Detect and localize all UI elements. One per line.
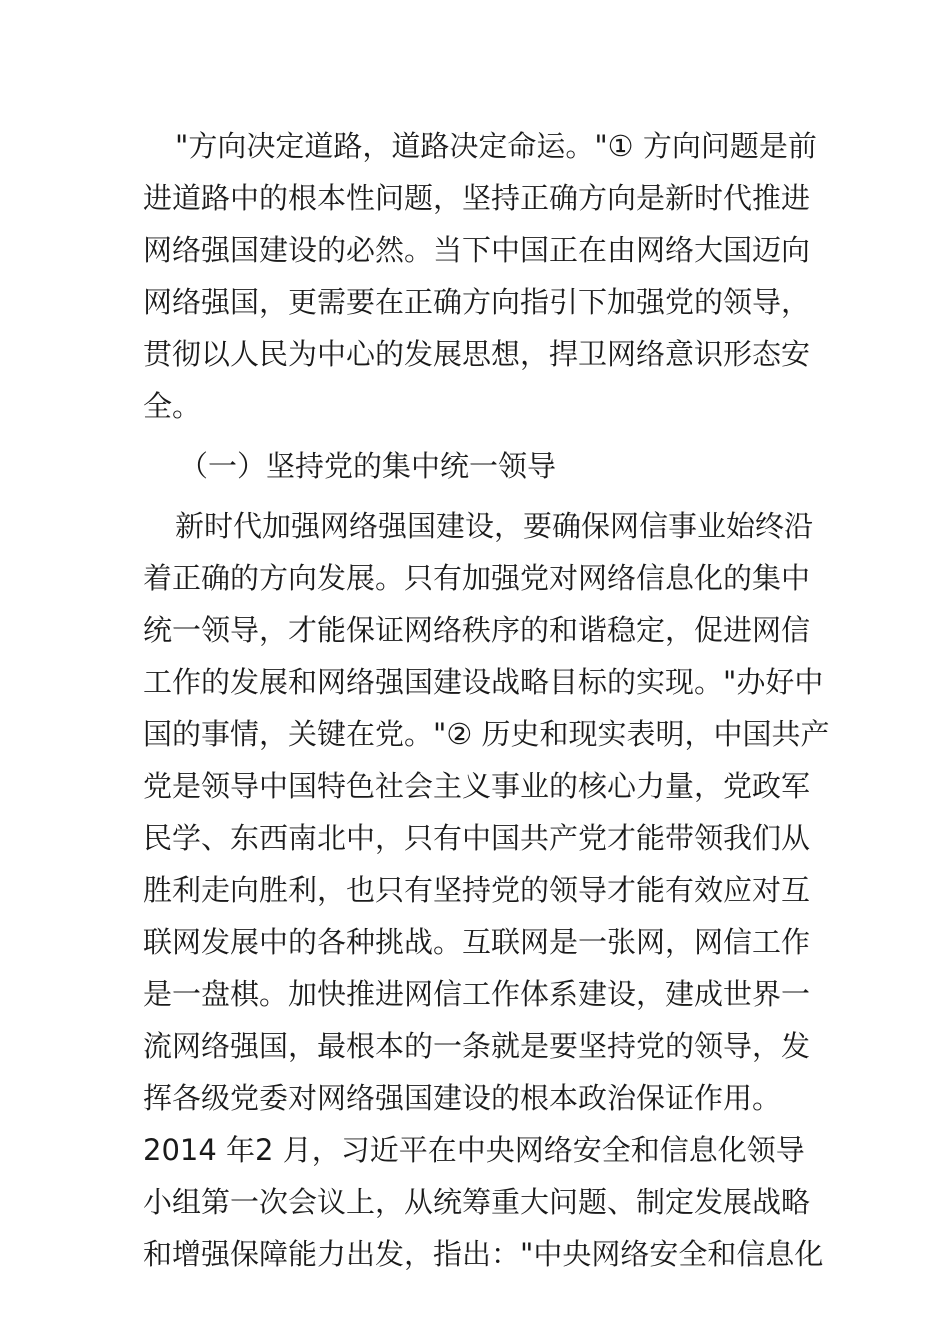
text-line: 进道路中的根本性问题，坚持正确方向是新时代推进 [143, 181, 811, 215]
paragraph-direction [143, 120, 817, 432]
text-line: 挥各级党委对网络强国建设的根本政治保证作用。 [143, 1081, 782, 1115]
text-line: 着正确的方向发展。只有加强党对网络信息化的集中 [143, 561, 811, 595]
text-line: 胜利走向胜利，也只有坚持党的领导才能有效应对互 [143, 873, 811, 907]
text-line: 国的事情，关键在党。"② 历史和现实表明，中国共产 [143, 717, 830, 751]
paragraph-party-leadership [143, 500, 830, 1280]
text-line: 贯彻以人民为中心的发展思想，捍卫网络意识形态安 [143, 337, 811, 371]
text-line: 全。 [143, 389, 202, 423]
text-line: 网络强国，更需要在正确方向指引下加强党的领导， [143, 285, 811, 319]
text-line: 网络强国建设的必然。当下中国正在由网络大国迈向 [143, 233, 811, 267]
text-line: 是一盘棋。加快推进网信工作体系建设，建成世界一 [143, 977, 811, 1011]
text-line: 和增强保障能力出发，指出："中央网络安全和信息化 [143, 1237, 824, 1271]
text-line: "方向决定道路，道路决定命运。"① 方向问题是前 [175, 129, 817, 163]
text-line: 工作的发展和网络强国建设战略目标的实现。"办好中 [143, 665, 824, 699]
text-line: 联网发展中的各种挑战。互联网是一张网，网信工作 [143, 925, 811, 959]
heading-line: （一）坚持党的集中统一领导 [179, 449, 557, 483]
text-line: 小组第一次会议上，从统筹重大问题、制定发展战略 [143, 1185, 811, 1219]
text-line: 民学、东西南北中，只有中国共产党才能带领我们从 [143, 821, 811, 855]
text-line: 2014 年2 月，习近平在中央网络安全和信息化领导 [143, 1133, 805, 1167]
section-heading [143, 440, 807, 492]
text-line: 统一领导，才能保证网络秩序的和谐稳定，促进网信 [143, 613, 811, 647]
document-body [143, 120, 830, 1280]
text-line: 流网络强国，最根本的一条就是要坚持党的领导，发 [143, 1029, 811, 1063]
text-line: 党是领导中国特色社会主义事业的核心力量，党政军 [143, 769, 811, 803]
text-line: 新时代加强网络强国建设，要确保网信事业始终沿 [175, 509, 814, 543]
